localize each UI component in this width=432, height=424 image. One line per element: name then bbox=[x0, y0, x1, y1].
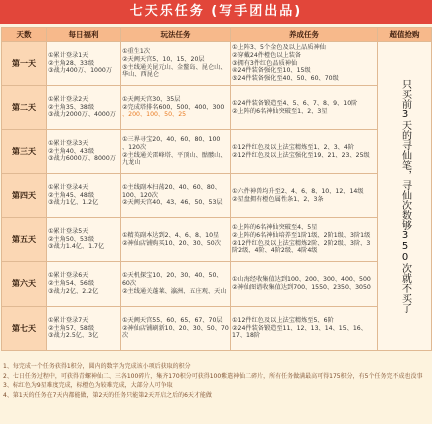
grow-line: ④24件装备强化至10、15级 bbox=[232, 67, 311, 75]
play-cell bbox=[121, 42, 231, 86]
welfare-cell bbox=[47, 42, 121, 86]
day-label: 第六天 bbox=[2, 262, 47, 307]
play-line: ②神仙店铺刷新10、20、30、50、70次 bbox=[122, 324, 229, 340]
page-title: 七天乐任务 (写手团出品) bbox=[0, 0, 432, 24]
play-line: ②主线通关雷峰塔、平顶山、骷髅山、九龙山 bbox=[122, 151, 227, 167]
footnote: 2、七日任务过程中，可获得青螺神仙二、三各100碎片，集齐170积分可获得100紫遣神仙二碎片，所有任务做满最高可得175积分，有5个任务完不成也没事 bbox=[3, 372, 423, 380]
grow-cell bbox=[231, 42, 378, 86]
welfare-line: ②主角57、58级 bbox=[48, 324, 95, 332]
grow-cell bbox=[231, 307, 378, 351]
day-label: 第七天 bbox=[2, 307, 47, 351]
grow-cell bbox=[231, 86, 378, 130]
grow-line: ③拥有3件红色品质神仙 bbox=[232, 59, 298, 67]
footnote: 3、标红色为9星难度完成，标橙色为较难完成，大部分人可争取 bbox=[3, 382, 173, 389]
play-cell bbox=[121, 218, 231, 262]
grow-line: ②24件装备锻造至11、12、13、14、15、16、17、18阶 bbox=[232, 324, 367, 340]
play-line: ①精英副本达到2、4、6、8、10星 bbox=[122, 231, 220, 239]
header-extra: 超值抢购 bbox=[378, 28, 432, 42]
play-line: ②天阙天宫40、43、46、50、53层 bbox=[122, 199, 223, 207]
welfare-line: ②主角54、56级 bbox=[48, 280, 95, 288]
welfare-cell bbox=[47, 262, 121, 307]
welfare-line: ③战力400万、1000万 bbox=[48, 67, 113, 75]
play-cell bbox=[121, 130, 231, 174]
grow-cell bbox=[231, 174, 378, 218]
header-day: 天数 bbox=[2, 28, 47, 42]
table-row bbox=[2, 42, 432, 86]
welfare-line: ③战力1.4亿、1.7亿 bbox=[48, 243, 105, 251]
welfare-cell bbox=[47, 86, 121, 130]
play-cell bbox=[121, 86, 231, 130]
grow-line: ②12件红色及以上法宝强化至19、21、23、25级 bbox=[232, 151, 370, 159]
play-cell bbox=[121, 307, 231, 351]
grow-line: ①上阵3、5个金色及以上品质神仙 bbox=[232, 44, 326, 51]
play-line: ①天阙天宫30、35层 bbox=[122, 95, 181, 103]
play-line: 、200、100、50、25 bbox=[122, 111, 187, 119]
grow-line: ②穿戴24件橙色以上装备 bbox=[232, 51, 302, 59]
welfare-line: ①累计登录4天 bbox=[48, 183, 89, 191]
footnote: 4、第1天的任务在7天内都能做，第2天的任务只能第2天开启之后的6天才能做 bbox=[3, 391, 212, 399]
play-line: ①重生1次 bbox=[122, 47, 151, 55]
grow-line: ①上阵的6名神仙突破至4、5星 bbox=[232, 223, 318, 231]
play-line: ①天阙天宫55、60、65、67、70层 bbox=[122, 316, 223, 324]
grow-line: ②上阵的6名神仙培养至1阶1级、2阶1级、3阶1级 bbox=[232, 231, 371, 239]
welfare-line: ③战力1亿、1.2亿 bbox=[48, 199, 99, 207]
welfare-line: ①累计登录7天 bbox=[48, 316, 89, 324]
play-line: ②主线通关蓬莱、瀛洲、五庄观、天山 bbox=[122, 287, 227, 295]
grow-line: ①12件红色及以上法宝精炼至1、2、3、4阶 bbox=[232, 143, 354, 151]
play-line: ①天机探宝10、20、30、40、50、60次 bbox=[122, 272, 223, 288]
welfare-line: ②主角50、53级 bbox=[48, 235, 95, 243]
welfare-line: ③战力6000万、8000万 bbox=[48, 155, 116, 163]
extra-purchase-note: 只买前3天的寻仙笔，寻仙次数够350次就不买了 bbox=[378, 42, 432, 351]
welfare-line: ②主角28、33级 bbox=[48, 59, 95, 67]
welfare-line: ①累计登录3天 bbox=[48, 139, 89, 147]
grow-line: ①六件神兽均升至2、4、6、8、10、12、14级 bbox=[232, 187, 364, 195]
grow-line: ②神仙图谱收集值达到700、1550、2350、3050 bbox=[232, 284, 371, 291]
play-line: 、120次 bbox=[122, 143, 147, 151]
table-row bbox=[2, 174, 432, 218]
welfare-cell bbox=[47, 218, 121, 262]
table-row bbox=[2, 307, 432, 351]
welfare-line: ①累计登录5天 bbox=[48, 227, 89, 235]
footnotes bbox=[3, 362, 429, 400]
grow-cell bbox=[231, 130, 378, 174]
play-line: ①三界寻宝20、40、60、80、100 bbox=[122, 135, 221, 143]
header-play: 玩法任务 bbox=[121, 28, 231, 42]
play-line: ②神仙店铺购买10、20、30、50次 bbox=[122, 239, 221, 247]
grow-cell bbox=[231, 262, 378, 307]
welfare-line: ①累计登录1天 bbox=[48, 51, 89, 59]
day-label: 第二天 bbox=[2, 86, 47, 130]
day-label: 第四天 bbox=[2, 174, 47, 218]
table-row bbox=[2, 218, 432, 262]
play-cell bbox=[121, 262, 231, 307]
table-row bbox=[2, 86, 432, 130]
welfare-line: ①累计登录2天 bbox=[48, 95, 89, 103]
grow-line: ①12件红色及以上法宝精炼至5、6阶 bbox=[232, 316, 334, 324]
welfare-line: ③战力2亿、2.2亿 bbox=[48, 287, 99, 295]
welfare-cell bbox=[47, 174, 121, 218]
table-row bbox=[2, 262, 432, 307]
table-header-row bbox=[2, 28, 432, 42]
grow-line: ②上阵的6名神仙突破至1、2、3星 bbox=[232, 107, 328, 115]
table-row bbox=[2, 130, 432, 174]
grow-line: ⑤24件装备强化至40、50、60、70级 bbox=[232, 75, 339, 83]
welfare-cell bbox=[47, 130, 121, 174]
task-table bbox=[1, 27, 432, 351]
welfare-line: ①累计登录6天 bbox=[48, 272, 89, 280]
header-welfare: 每日福利 bbox=[47, 28, 121, 42]
welfare-line: ③战力2000万、4000万 bbox=[48, 111, 116, 119]
play-line: ①主线副本扫荡20、40、60、80、100、120次 bbox=[122, 183, 221, 199]
grow-line: ②星盘拥有橙色属性条1、2、3条 bbox=[232, 195, 324, 203]
day-label: 第五天 bbox=[2, 218, 47, 262]
grow-line: ①山海经收集值达到100、200、300、400、500 bbox=[232, 276, 371, 284]
grow-line: ②12件红色及以上法宝精炼2阶、2阶2级、3阶、3阶2级、4阶、4阶2级、4阶4级 bbox=[232, 239, 371, 255]
play-cell bbox=[121, 174, 231, 218]
day-label: 第一天 bbox=[2, 42, 47, 86]
play-line: ⑤主线通关昆元山、金鳌岛、昆仑山、华山、西昆仑 bbox=[122, 63, 227, 79]
grow-cell bbox=[231, 218, 378, 262]
play-line: ②完成塔排名600、500、400、300 bbox=[122, 103, 225, 111]
header-grow: 养成任务 bbox=[231, 28, 378, 42]
grow-line: ①24件装备锻造至4、5、6、7、8、9、10阶 bbox=[232, 99, 358, 107]
play-line: ②天阙天宫5、10、15、20层 bbox=[122, 55, 205, 63]
footnote: 1、每完成一个任务获得1积分，圆内的数字为完成该小项后获取的积分 bbox=[3, 363, 191, 370]
day-label: 第三天 bbox=[2, 130, 47, 174]
welfare-line: ③战力2.5亿、3亿 bbox=[48, 332, 99, 340]
welfare-line: ②主角35、38级 bbox=[48, 103, 95, 111]
welfare-line: ②主角45、48级 bbox=[48, 191, 95, 199]
welfare-line: ②主角40、43级 bbox=[48, 147, 95, 155]
welfare-cell bbox=[47, 307, 121, 351]
